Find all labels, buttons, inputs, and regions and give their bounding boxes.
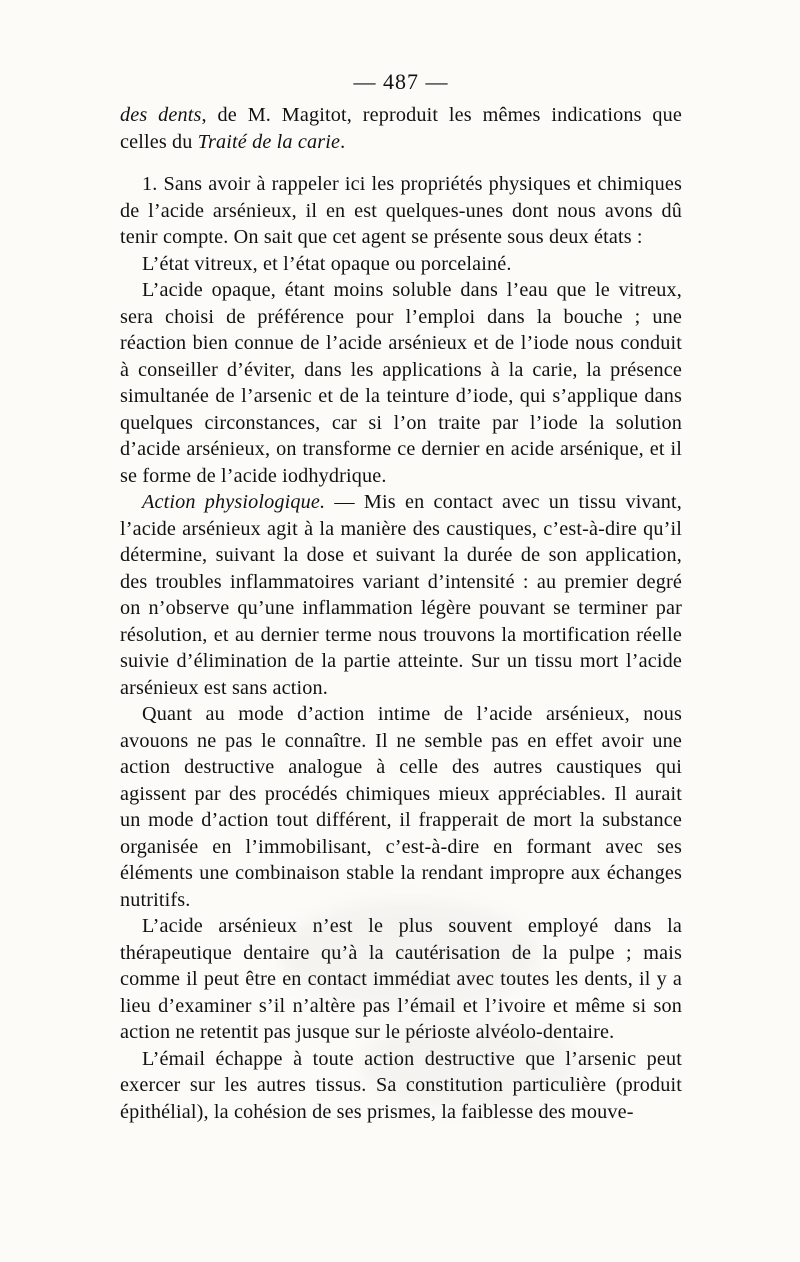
paragraph-6	[120, 701, 682, 913]
paragraph-1	[120, 102, 682, 155]
paragraph-8	[120, 1046, 682, 1126]
paragraph-4	[120, 277, 682, 489]
text-segment: Traité de la carie	[197, 130, 341, 153]
text-segment: .	[340, 130, 346, 153]
page-number: — 487 —	[353, 69, 449, 94]
text-segment: L’acide arsénieux n’est le plus souvent employé dans la thérapeutique dentaire qu’à la cautérisation de la pulpe ; mais comme il peut être en contact immédiat avec toutes les dents, il y a lieu d’examiner s’il n’altère pas l’émail et l’ivoire et même si son action ne retentit pas jusque sur le périoste alvéolo-dentaire.	[120, 915, 682, 1043]
paragraph-3	[120, 251, 682, 278]
text-segment: — Mis en contact avec un tissu vivant, l’acide arsénieux agit à la manière des caustiques, c’est-à-dire qu’il détermine, suivant la dose et suivant la durée de son application, des troubles inflammatoires variant d’intensité : au premier degré on n’observe qu’une inflammation légère pouvant se terminer par résolution, et au dernier terme nous trouvons la mortification réelle suivie d’élimination de la partie atteinte. Sur un tissu mort l’acide arsénieux est sans action.	[120, 491, 683, 699]
text-segment: , de M. Magitot, reproduit les mêmes indications que celles du	[120, 104, 682, 153]
text-segment: Quant au mode d’action intime de l’acide arsénieux, nous avouons ne pas le connaître. Il ne semble pas en effet avoir une action destructive analogue à celle des autres caustiques qui agissent par des procédés chimiques mieux appréciables. Il aurait un mode d’action tout différent, il frapperait de mort la substance organisée en l’immobilisant, c’est-à-dire en formant avec ses éléments une combinaison stable la rendant impropre aux échanges nutritifs.	[120, 703, 682, 911]
text-segment: L’émail échappe à toute action destructive que l’arsenic peut exercer sur les autres tissus. Sa constitution particulière (produit épithélial), la cohésion de ses prismes, la faiblesse des mouve-	[120, 1047, 682, 1123]
text-block	[120, 68, 682, 1125]
paragraph-5	[120, 489, 682, 701]
text-segment: des dents	[120, 104, 202, 126]
paragraph-2	[120, 171, 682, 251]
text-segment: L’état vitreux, et l’état opaque ou porcelainé.	[142, 252, 512, 275]
text-segment: L’acide opaque, étant moins soluble dans l’eau que le vitreux, sera choisi de préférence pour l’emploi dans la bouche ; une réaction bien connue de l’acide arsénieux et de l’iode nous conduit à conseiller d’éviter, dans les applications à la carie, la présence simultanée de l’arsenic et de la teinture d’iode, qui s’applique dans quelques circonstances, car si l’on traite par l’iode la solution d’acide arsénieux, on transforme ce dernier en acide arsénique, et il se forme de l’acide iodhydrique.	[120, 279, 682, 487]
text-segment: 1. Sans avoir à rappeler ici les propriétés physiques et chimiques de l’acide arsénieux, il en est quelques-unes dont nous avons dû tenir compte. On sait que cet agent se présente sous deux états :	[120, 173, 682, 248]
section-heading: Action physiologique.	[142, 491, 326, 513]
paragraph-7	[120, 913, 682, 1046]
